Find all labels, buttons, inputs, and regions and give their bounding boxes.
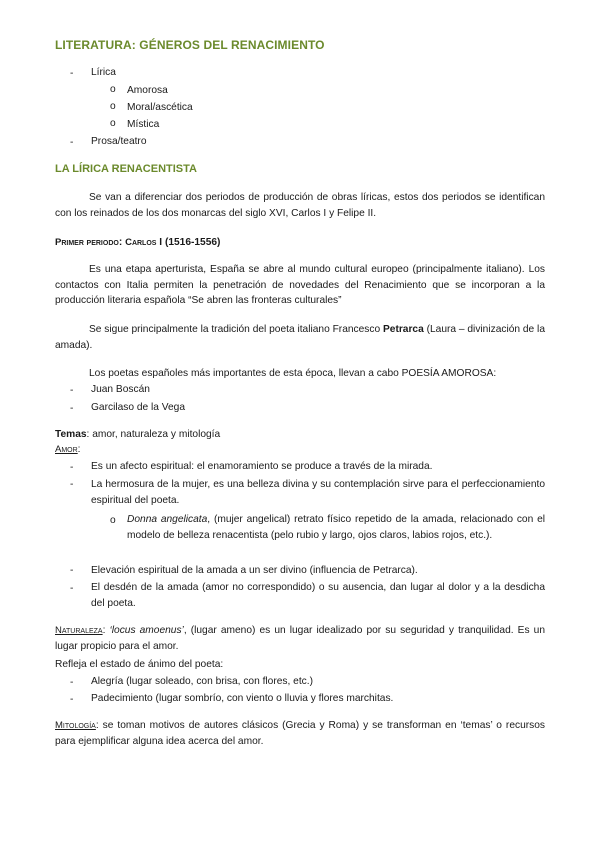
dash-bullet: - — [70, 385, 74, 396]
paragraph-petrarca — [55, 322, 545, 353]
paragraph-poetas: Los poetas españoles más importantes de esta época, llevan a cabo POESÍA AMOROSA: — [89, 368, 497, 379]
petrarca-text-c: (Laura – divinización de la amada). — [55, 324, 545, 351]
estado-item: Padecimiento (lugar sombrío, con viento o lluvia y flores marchitas. — [91, 693, 394, 704]
dash-bullet: - — [70, 462, 74, 473]
dash-bullet: - — [70, 137, 74, 148]
naturaleza-paragraph: Naturaleza: ‘locus amoenus’, (lugar ameno) es un lugar idealizado por su seguridad y tranquilidad. Es un lugar propicio para el amor. — [55, 625, 545, 652]
temas-label: Temas — [55, 429, 87, 440]
dash-bullet: - — [70, 565, 74, 576]
donna-text: , (mujer angelical) retrato físico repetido de la amada, relacionado con el modelo de belleza renacentista (pelo rubio y largo, ojos claros, labios rojos, etc.). — [127, 514, 545, 541]
period-king-rest: I (1516-1556) — [156, 237, 221, 248]
period-sep: : — [118, 237, 123, 248]
dash-bullet: - — [70, 68, 74, 79]
circle-bullet: o — [110, 101, 116, 112]
genre-sub-mistica: Mística — [127, 119, 160, 130]
poet-item: Garcilaso de la Vega — [91, 402, 186, 413]
amor-item: El desdén de la amada (amor no correspondido) o su ausencia, dan lugar al dolor y a la desdicha del poeta. — [91, 582, 545, 609]
genre-lirica: Lírica — [91, 67, 116, 78]
donna-italic: Donna angelicata — [127, 514, 208, 525]
mitologia-paragraph — [55, 718, 545, 749]
refleja-line: Refleja el estado de ánimo del poeta: — [55, 659, 224, 670]
mitologia-text: : se toman motivos de autores clásicos (Grecia y Roma) y se transforman en ‘temas’ o recursos para ejemplificar alguna idea acerca del amor. — [55, 720, 545, 747]
dash-bullet: - — [70, 479, 74, 490]
temas-line — [55, 428, 220, 441]
temas-text: : amor, naturaleza y mitología — [86, 429, 221, 440]
section-title: LA LÍRICA RENACENTISTA — [55, 163, 197, 175]
period-label: Primer periodo — [55, 237, 119, 248]
amor-heading: Amor: — [55, 444, 81, 455]
mitologia-label: Mitología — [55, 720, 96, 731]
naturaleza-label: Naturaleza — [55, 625, 103, 636]
circle-bullet: o — [110, 84, 116, 95]
poet-item: Juan Boscán — [91, 384, 150, 395]
estado-item: Alegría (lugar soleado, con brisa, con flores, etc.) — [91, 676, 313, 687]
genre-sub-amorosa: Amorosa — [127, 85, 168, 96]
circle-bullet: o — [110, 118, 116, 129]
genre-prosa: Prosa/teatro — [91, 136, 147, 147]
circle-bullet: o — [110, 515, 116, 526]
amor-label: Amor — [55, 444, 78, 455]
dash-bullet: - — [70, 677, 74, 688]
intro-paragraph: Se van a diferenciar dos periodos de producción de obras líricas, estos dos periodos se identifican con los reinados de los dos monarcas del siglo XVI, Carlos I y Felipe II. — [55, 192, 545, 219]
period-king: Carlos — [125, 237, 157, 248]
petrarca-text-a: Se sigue principalmente la tradición del poeta italiano Francesco — [89, 324, 383, 335]
page-title: LITERATURA: GÉNEROS DEL RENACIMIENTO — [55, 38, 325, 52]
naturaleza-text: , (lugar ameno) es un lugar idealizado por su seguridad y tranquilidad. Es un lugar propicio para el amor. — [55, 625, 545, 652]
paragraph-aperturista: Es una etapa aperturista, España se abre al mundo cultural europeo (principalmente italiano). Los contactos con Italia permiten la penetración de novedades del Renacimiento que se incorporan a la producción literaria española “Se abren las fronteras culturales” — [55, 264, 545, 307]
dash-bullet: - — [70, 583, 74, 594]
dash-bullet: - — [70, 694, 74, 705]
genre-sub-moral: Moral/ascética — [127, 102, 193, 113]
petrarca-name: Petrarca — [382, 324, 424, 335]
donna-item — [127, 512, 545, 543]
dash-bullet: - — [70, 403, 74, 414]
amor-item: Elevación espiritual de la amada a un ser divino (influencia de Petrarca). — [91, 565, 418, 576]
amor-item: Es un afecto espiritual: el enamoramiento se produce a través de la mirada. — [91, 461, 433, 472]
amor-item: La hermosura de la mujer, es una belleza divina y su contemplación sirve para el perfeccionamiento espiritual del poeta. — [91, 479, 545, 506]
period-heading — [55, 236, 220, 249]
naturaleza-italic: ‘locus amoenus’ — [109, 625, 184, 636]
